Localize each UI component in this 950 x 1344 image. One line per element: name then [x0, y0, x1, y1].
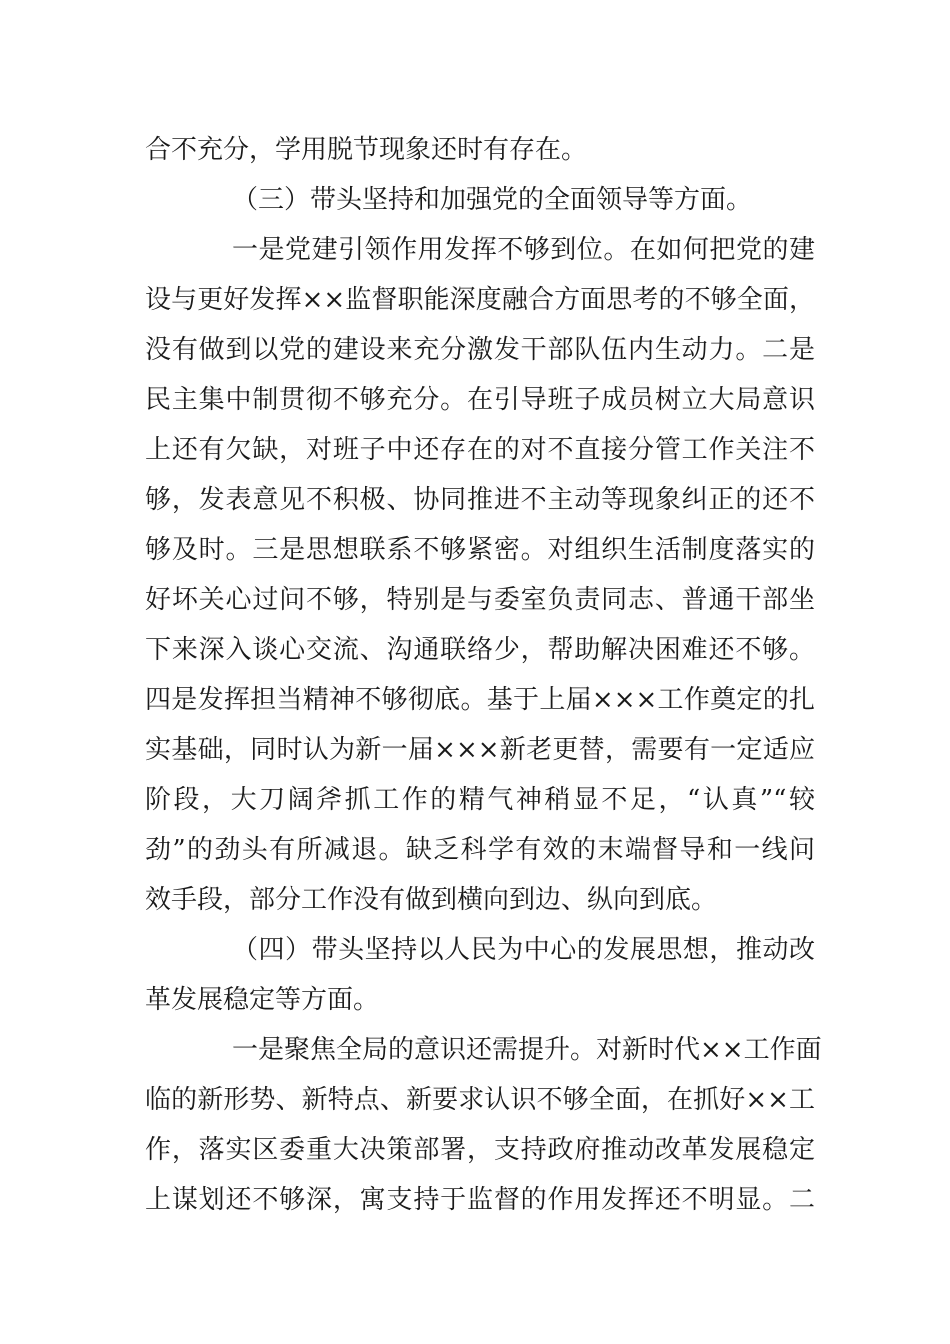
paragraph-line-21: 作，落实区委重大决策部署，支持政府推动改革发展稳定	[145, 1135, 815, 1165]
section-heading-4: （四）带头坚持以人民为中心的发展思想，推动改	[232, 935, 815, 965]
paragraph-line-7: 上还有欠缺，对班子中还存在的对不直接分管工作关注不	[145, 435, 815, 465]
paragraph-line-5: 没有做到以党的建设来充分激发干部队伍内生动力。二是	[145, 335, 815, 365]
paragraph-line-12: 四是发挥担当精神不够彻底。基于上届×××工作奠定的扎	[145, 685, 815, 715]
paragraph-line-1: 合不充分，学用脱节现象还时有存在。	[145, 135, 588, 165]
paragraph-line-16: 效手段，部分工作没有做到横向到边、纵向到底。	[145, 885, 718, 915]
paragraph-line-20: 临的新形势、新特点、新要求认识不够全面，在抓好××工	[145, 1085, 815, 1115]
paragraph-line-3: 一是党建引领作用发挥不够到位。在如何把党的建	[232, 235, 815, 265]
paragraph-line-19: 一是聚焦全局的意识还需提升。对新时代××工作面	[232, 1035, 822, 1065]
paragraph-line-13: 实基础，同时认为新一届×××新老更替，需要有一定适应	[145, 735, 815, 765]
paragraph-line-15: 劲”的劲头有所减退。缺乏科学有效的末端督导和一线问	[145, 835, 815, 865]
paragraph-line-11: 下来深入谈心交流、沟通联络少，帮助解决困难还不够。	[145, 635, 815, 665]
section-heading-4-cont: 革发展稳定等方面。	[145, 985, 380, 1015]
paragraph-line-6: 民主集中制贯彻不够充分。在引导班子成员树立大局意识	[145, 385, 815, 415]
paragraph-line-14: 阶段，大刀阔斧抓工作的精气神稍显不足，“认真”“较	[145, 785, 815, 815]
paragraph-line-8: 够，发表意见不积极、协同推进不主动等现象纠正的还不	[145, 485, 815, 515]
paragraph-line-4: 设与更好发挥××监督职能深度融合方面思考的不够全面，	[145, 285, 815, 315]
paragraph-line-9: 够及时。三是思想联系不够紧密。对组织生活制度落实的	[145, 535, 815, 565]
paragraph-line-22: 上谋划还不够深，寓支持于监督的作用发挥还不明显。二	[145, 1185, 815, 1215]
section-heading-3: （三）带头坚持和加强党的全面领导等方面。	[232, 185, 753, 215]
paragraph-line-10: 好坏关心过问不够，特别是与委室负责同志、普通干部坐	[145, 585, 815, 615]
